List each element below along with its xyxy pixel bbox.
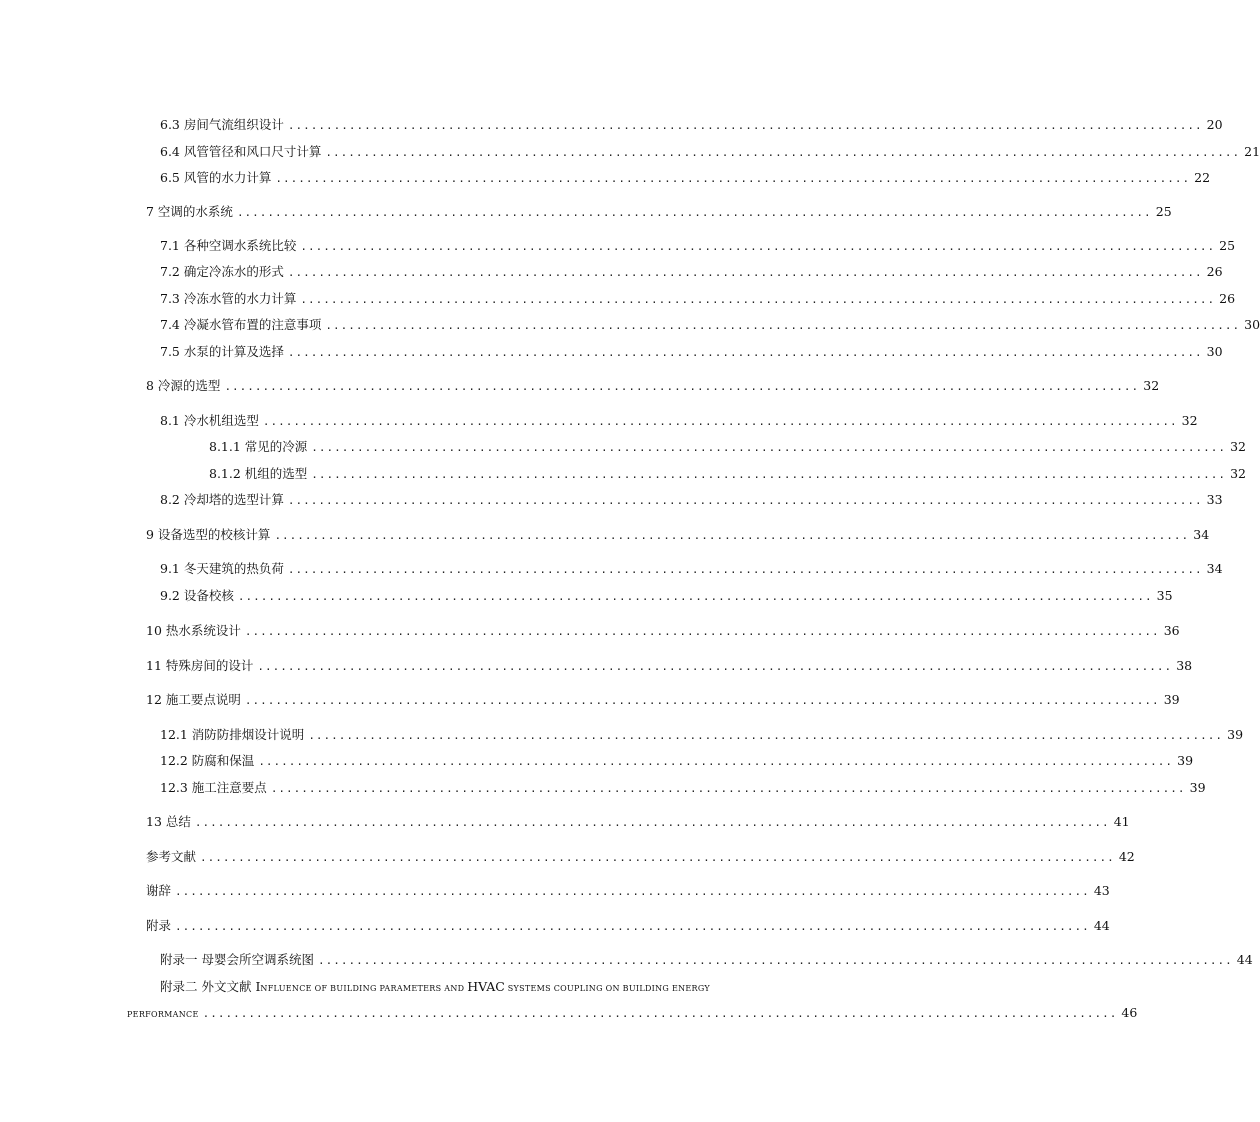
- toc-page: 39: [1189, 780, 1206, 795]
- toc-leader: ........................................................................................................................: [202, 1007, 1118, 1020]
- toc-page: 26: [1219, 291, 1236, 306]
- toc-page: 44: [1093, 918, 1110, 933]
- toc-label: 7.2 确定冷冻水的形式: [160, 264, 284, 279]
- toc-page: 33: [1206, 492, 1223, 507]
- toc-page: 25: [1219, 238, 1236, 253]
- toc-leader: ........................................................................................................................: [325, 146, 1241, 159]
- toc-leader: ........................................................................................................................: [175, 885, 1090, 898]
- toc-label: 12 施工要点说明: [146, 692, 241, 707]
- toc-entry[interactable]: [146, 881, 1110, 901]
- toc-entry[interactable]: [160, 142, 1260, 162]
- toc-entry[interactable]: [160, 289, 1236, 309]
- toc-page: 21: [1244, 144, 1260, 159]
- toc-leader: ........................................................................................................................: [308, 729, 1224, 742]
- toc-entry[interactable]: [160, 559, 1223, 579]
- toc-label: 8.1.1 常见的冷源: [209, 439, 308, 454]
- toc-leader: ........................................................................................................................: [287, 494, 1203, 507]
- toc-entry[interactable]: [160, 342, 1223, 362]
- toc-entry[interactable]: [146, 621, 1180, 641]
- toc-label: 附录一 母婴会所空调系统图: [160, 952, 314, 967]
- toc-leader: ........................................................................................................................: [287, 346, 1203, 359]
- toc-entry[interactable]: [160, 751, 1194, 771]
- toc-leader: ........................................................................................................................: [244, 694, 1160, 707]
- toc-entry[interactable]: [146, 202, 1172, 222]
- toc-leader: ........................................................................................................................: [311, 468, 1226, 481]
- toc-entry[interactable]: [146, 525, 1210, 545]
- toc-foreign-title: SYSTEMS COUPLING ON BUILDING ENERGY: [504, 984, 710, 993]
- toc-page: 30: [1206, 344, 1223, 359]
- toc-label: 谢辞: [146, 883, 172, 898]
- toc-label: 7.1 各种空调水系统比较: [160, 238, 297, 253]
- toc-entry-appendix2-line2[interactable]: [127, 1003, 1138, 1023]
- toc-entry[interactable]: [160, 236, 1236, 256]
- toc-page: 26: [1206, 264, 1223, 279]
- toc-page: 36: [1163, 623, 1180, 638]
- toc-page: 46: [1121, 1005, 1138, 1020]
- toc-entry-appendix2-line1[interactable]: [160, 977, 718, 997]
- toc-label: 9.2 设备校核: [160, 588, 234, 603]
- toc-label: 7.5 水泵的计算及选择: [160, 344, 284, 359]
- toc-label: 8 冷源的选型: [146, 378, 221, 393]
- toc-page: 38: [1176, 658, 1193, 673]
- toc-page: 20: [1206, 117, 1223, 132]
- toc-label: 7.3 冷冻水管的水力计算: [160, 291, 297, 306]
- toc-leader: ........................................................................................................................: [287, 119, 1203, 132]
- toc-label: 附录: [146, 918, 172, 933]
- toc-leader: ........................................................................................................................: [244, 625, 1160, 638]
- toc-page: 39: [1227, 727, 1244, 742]
- toc-label: 7 空调的水系统: [146, 204, 233, 219]
- toc-page: 42: [1118, 849, 1135, 864]
- toc-entry[interactable]: [160, 586, 1173, 606]
- toc-label: 6.3 房间气流组织设计: [160, 117, 284, 132]
- toc-leader: ........................................................................................................................: [236, 206, 1152, 219]
- toc-entry[interactable]: [209, 464, 1246, 484]
- toc-page: 25: [1155, 204, 1172, 219]
- toc-entry[interactable]: [209, 437, 1246, 457]
- toc-label: 8.1 冷水机组选型: [160, 413, 259, 428]
- toc-foreign-title: NFLUENCE OF BUILDING PARAMETERS AND: [260, 984, 468, 993]
- toc-leader: ........................................................................................................................: [325, 319, 1241, 332]
- toc-entry[interactable]: [146, 847, 1135, 867]
- toc-leader: ........................................................................................................................: [258, 755, 1174, 768]
- toc-label: PERFORMANCE: [127, 1010, 199, 1019]
- toc-entry[interactable]: [160, 115, 1223, 135]
- toc-page: 35: [1156, 588, 1173, 603]
- toc-leader: ........................................................................................................................: [287, 266, 1203, 279]
- toc-leader: ........................................................................................................................: [300, 240, 1216, 253]
- toc-label: 7.4 冷凝水管布置的注意事项: [160, 317, 322, 332]
- toc-page: 32: [1143, 378, 1160, 393]
- toc-page: 22: [1194, 170, 1211, 185]
- toc-page: 32: [1230, 439, 1246, 454]
- toc-page: 43: [1093, 883, 1110, 898]
- toc-page: 32: [1230, 466, 1246, 481]
- toc-page: 41: [1113, 814, 1130, 829]
- toc-page: 32: [1181, 413, 1198, 428]
- toc-entry[interactable]: [160, 411, 1198, 431]
- toc-leader: ........................................................................................................................: [194, 816, 1110, 829]
- toc-entry[interactable]: [146, 656, 1193, 676]
- toc-label: 9 设备选型的校核计算: [146, 527, 271, 542]
- toc-entry[interactable]: [160, 168, 1211, 188]
- toc-foreign-title: HVAC: [467, 979, 505, 994]
- toc-label: 13 总结: [146, 814, 191, 829]
- toc-label: 6.4 风管管径和风口尺寸计算: [160, 144, 322, 159]
- toc-entry[interactable]: [146, 916, 1110, 936]
- toc-label: 8.1.2 机组的选型: [209, 466, 308, 481]
- toc-leader: ........................................................................................................................: [257, 660, 1173, 673]
- toc-page: 44: [1236, 952, 1253, 967]
- toc-page: 30: [1244, 317, 1260, 332]
- toc-label: 11 特殊房间的设计: [146, 658, 254, 673]
- toc-entry[interactable]: [160, 262, 1223, 282]
- toc-entry[interactable]: [160, 725, 1244, 745]
- toc-leader: ........................................................................................................................: [274, 529, 1190, 542]
- toc-leader: ........................................................................................................................: [224, 380, 1140, 393]
- toc-label: 6.5 风管的水力计算: [160, 170, 272, 185]
- toc-page: 34: [1206, 561, 1223, 576]
- toc-entry[interactable]: [160, 950, 1253, 970]
- toc-label: 9.1 冬天建筑的热负荷: [160, 561, 284, 576]
- toc-page: 39: [1177, 753, 1194, 768]
- toc-label: 8.2 冷却塔的选型计算: [160, 492, 284, 507]
- toc-leader: ........................................................................................................................: [287, 563, 1203, 576]
- toc-label: 12.1 消防防排烟设计说明: [160, 727, 305, 742]
- toc-entry[interactable]: [146, 812, 1130, 832]
- toc-leader: ........................................................................................................................: [311, 441, 1226, 454]
- toc-leader: ........................................................................................................................: [300, 293, 1216, 306]
- toc-entry[interactable]: [160, 490, 1223, 510]
- toc-label: 12.2 防腐和保温: [160, 753, 255, 768]
- toc-label: 附录二 外文文献: [160, 979, 256, 994]
- toc-entry[interactable]: [160, 315, 1260, 335]
- toc-leader: ........................................................................................................................: [175, 920, 1090, 933]
- toc-entry[interactable]: [160, 778, 1206, 798]
- toc-leader: ........................................................................................................................: [270, 782, 1186, 795]
- toc-entry[interactable]: [146, 690, 1180, 710]
- toc-label: 10 热水系统设计: [146, 623, 241, 638]
- toc-label: 12.3 施工注意要点: [160, 780, 267, 795]
- toc-leader: ........................................................................................................................: [275, 172, 1191, 185]
- toc-leader: ........................................................................................................................: [200, 851, 1115, 864]
- toc-page: 34: [1193, 527, 1210, 542]
- toc-label: 参考文献: [146, 849, 197, 864]
- toc-page: 39: [1163, 692, 1180, 707]
- toc-leader: ........................................................................................................................: [237, 590, 1153, 603]
- toc-entry[interactable]: [146, 376, 1160, 396]
- toc-leader: ........................................................................................................................: [262, 415, 1178, 428]
- toc-foreign-title: I: [255, 979, 261, 994]
- toc-leader: ........................................................................................................................: [317, 954, 1233, 967]
